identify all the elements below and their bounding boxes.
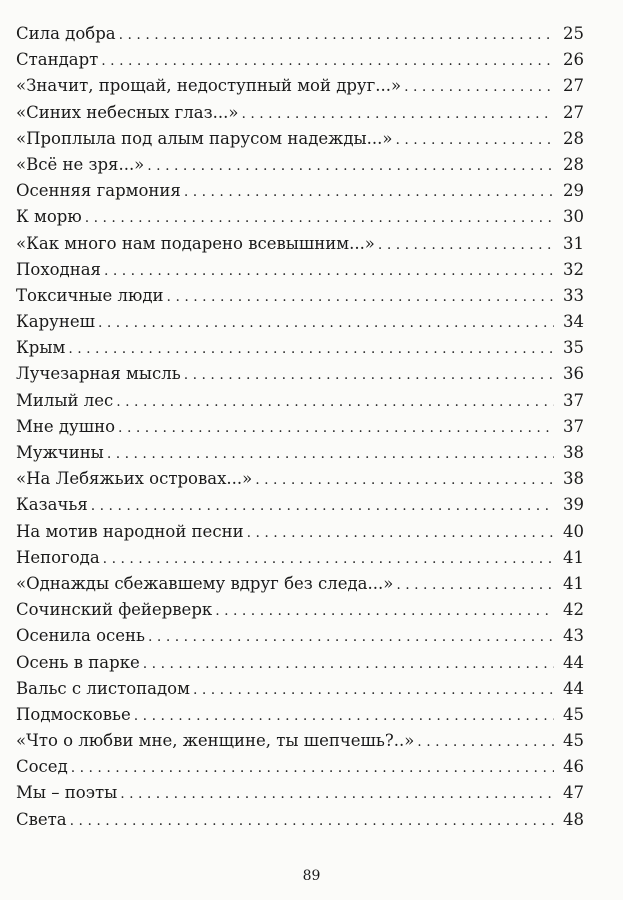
- dot-leader: [404, 74, 554, 100]
- toc-entry: [16, 126, 584, 152]
- dot-leader: [103, 546, 554, 572]
- dot-leader: [143, 651, 554, 677]
- entry-page-number: 48: [563, 809, 584, 829]
- dot-leader: [98, 310, 554, 336]
- entry-title: Казачья: [16, 495, 88, 515]
- entry-page-number: 37: [563, 390, 584, 410]
- toc-entry: [16, 47, 584, 73]
- toc-entry: [16, 807, 584, 833]
- entry-page-number: 27: [563, 76, 584, 96]
- dot-leader: [70, 808, 554, 834]
- entry-page-number: 44: [563, 652, 584, 672]
- toc-entry: [16, 73, 584, 99]
- dot-leader: [118, 415, 554, 441]
- dot-leader: [148, 624, 554, 650]
- toc-entry: [16, 152, 584, 178]
- dot-leader: [91, 493, 554, 519]
- entry-title: «Проплыла под алым парусом надежды...»: [16, 128, 393, 148]
- entry-page-number: 43: [563, 626, 584, 646]
- dot-leader: [68, 336, 554, 362]
- entry-title: Света: [16, 809, 67, 829]
- entry-page-number: 41: [563, 547, 584, 567]
- entry-page-number: 25: [563, 24, 584, 43]
- entry-page-number: 36: [563, 364, 584, 384]
- dot-leader: [119, 22, 554, 48]
- entry-title: К морю: [16, 207, 82, 227]
- page-number: 89: [302, 868, 321, 884]
- toc-entry: [16, 21, 584, 47]
- dot-leader: [396, 572, 554, 598]
- entry-title: Мы – поэты: [16, 783, 118, 803]
- entry-title: Осень в парке: [16, 652, 140, 672]
- entry-page-number: 41: [563, 573, 584, 593]
- toc-entry: [16, 780, 584, 806]
- entry-page-number: 40: [563, 521, 584, 541]
- toc-entry: [16, 257, 584, 283]
- entry-title: Мне душно: [16, 416, 116, 436]
- entry-page-number: 30: [563, 207, 584, 227]
- dot-leader: [134, 703, 554, 729]
- entry-page-number: 31: [563, 233, 584, 253]
- dot-leader: [116, 389, 554, 415]
- entry-page-number: 42: [563, 600, 584, 620]
- entry-title: «Как много нам подарено всевышним...»: [16, 233, 375, 253]
- toc-entry: [16, 440, 584, 466]
- toc-entry: [16, 545, 584, 571]
- dot-leader: [193, 677, 554, 703]
- entry-page-number: 45: [563, 704, 584, 724]
- entry-page-number: 28: [563, 128, 584, 148]
- entry-page-number: 37: [563, 416, 584, 436]
- dot-leader: [167, 284, 554, 310]
- entry-page-number: 39: [563, 495, 584, 515]
- dot-leader: [104, 258, 554, 284]
- dot-leader: [107, 441, 554, 467]
- entry-title: Стандарт: [16, 50, 99, 70]
- entry-title: «Синих небесных глаз...»: [16, 102, 239, 122]
- entry-page-number: 27: [563, 102, 584, 122]
- dot-leader: [184, 362, 554, 388]
- toc-entry: [16, 309, 584, 335]
- entry-title: Сила добра: [16, 24, 116, 43]
- entry-title: Непогода: [16, 547, 100, 567]
- entry-page-number: 29: [563, 181, 584, 201]
- toc-entry: [16, 676, 584, 702]
- toc-entry: [16, 231, 584, 257]
- entry-page-number: 38: [563, 469, 584, 489]
- entry-title: Милый лес: [16, 390, 114, 410]
- toc-entry: [16, 414, 584, 440]
- toc-entry: [16, 466, 584, 492]
- dot-leader: [147, 153, 554, 179]
- toc-entry: [16, 178, 584, 204]
- entry-title: «Значит, прощай, недоступный мой друг...»: [16, 76, 402, 96]
- entry-title: Крым: [16, 338, 66, 358]
- entry-title: Походная: [16, 259, 101, 279]
- toc-entry: [16, 519, 584, 545]
- entry-title: Осенняя гармония: [16, 181, 181, 201]
- entry-title: Сочинский фейерверк: [16, 600, 213, 620]
- entry-title: «Что о любви мне, женщине, ты шепчешь?..»: [16, 731, 415, 751]
- toc-entry: [16, 623, 584, 649]
- entry-title: Лучезарная мысль: [16, 364, 181, 384]
- dot-leader: [247, 520, 554, 546]
- toc-entry: [16, 650, 584, 676]
- entry-title: Вальс с листопадом: [16, 678, 190, 698]
- dot-leader: [184, 179, 554, 205]
- entry-page-number: 33: [563, 285, 584, 305]
- toc-entry: [16, 335, 584, 361]
- entry-title: Сосед: [16, 757, 68, 777]
- dot-leader: [215, 598, 554, 624]
- dot-leader: [241, 101, 554, 127]
- dot-leader: [378, 232, 554, 258]
- dot-leader: [417, 729, 554, 755]
- entry-page-number: 38: [563, 443, 584, 462]
- entry-page-number: 34: [563, 312, 584, 332]
- toc-entry: [16, 492, 584, 518]
- entry-title: Карунеш: [16, 312, 95, 332]
- entry-page-number: 35: [563, 338, 584, 358]
- entry-page-number: 28: [563, 154, 584, 174]
- entry-title: Осенила осень: [16, 626, 146, 646]
- entry-title: «Однажды сбежавшему вдруг без следа...»: [16, 573, 394, 593]
- entry-page-number: 46: [563, 757, 584, 777]
- entry-page-number: 47: [563, 783, 584, 803]
- table-of-contents: [16, 21, 584, 833]
- dot-leader: [101, 48, 554, 74]
- dot-leader: [85, 205, 554, 231]
- dot-leader: [255, 467, 554, 493]
- entry-title: На мотив народной песни: [16, 521, 244, 541]
- entry-title: Мужчины: [16, 443, 104, 462]
- toc-entry: [16, 754, 584, 780]
- entry-page-number: 44: [563, 678, 584, 698]
- entry-title: Подмосковье: [16, 704, 131, 724]
- toc-entry: [16, 283, 584, 309]
- entry-page-number: 26: [563, 50, 584, 70]
- toc-entry: [16, 100, 584, 126]
- dot-leader: [395, 127, 554, 153]
- entry-title: «Всё не зря...»: [16, 154, 145, 174]
- toc-entry: [16, 361, 584, 387]
- entry-page-number: 32: [563, 259, 584, 279]
- toc-entry: [16, 597, 584, 623]
- dot-leader: [120, 781, 554, 807]
- toc-entry: [16, 388, 584, 414]
- toc-entry: [16, 571, 584, 597]
- toc-entry: [16, 204, 584, 230]
- entry-title: Токсичные люди: [16, 285, 164, 305]
- toc-entry: [16, 728, 584, 754]
- dot-leader: [71, 755, 554, 781]
- toc-entry: [16, 702, 584, 728]
- entry-page-number: 45: [563, 731, 584, 751]
- entry-title: «На Лебяжьих островах...»: [16, 469, 253, 489]
